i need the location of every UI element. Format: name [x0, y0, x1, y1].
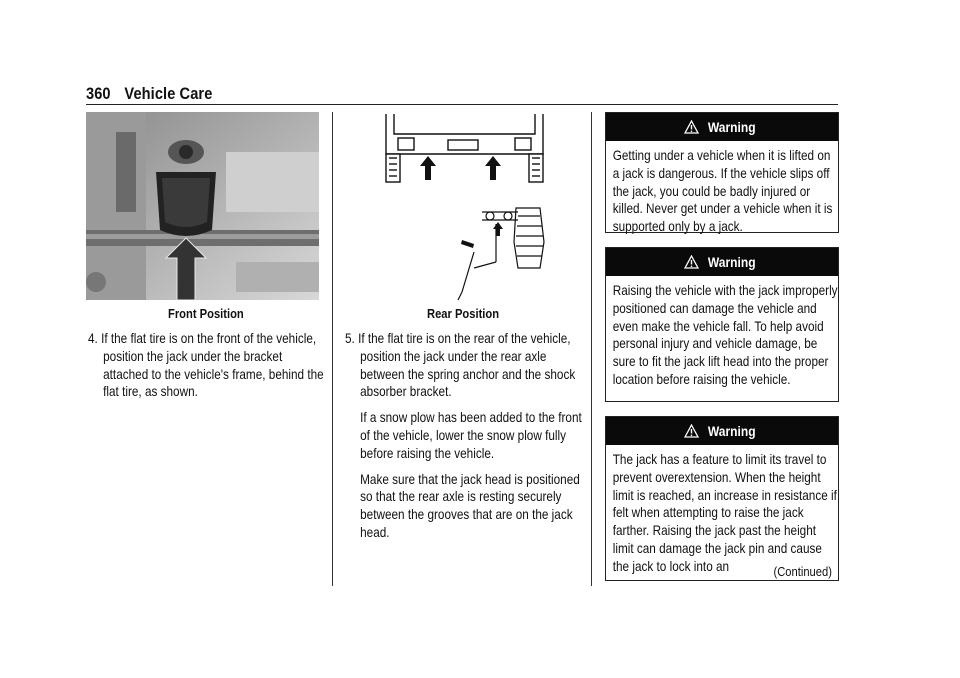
page-header — [86, 84, 212, 104]
step-4-text: 4. If the flat tire is on the front of the vehicle, position the jack under the bracket attached to the vehicle's frame, behind the flat tire, as shown. — [88, 330, 324, 400]
warning-triangle-icon — [684, 255, 699, 269]
warning-box-3 — [605, 416, 839, 581]
continued-label: (Continued) — [773, 564, 832, 579]
front-position-photo — [86, 112, 319, 300]
warning-header — [606, 113, 838, 141]
rear-position-caption: Rear Position — [427, 306, 500, 321]
column-divider — [332, 112, 333, 586]
step-5-text: 5. If the flat tire is on the rear of the vehicle, position the jack under the rear axle between the spring anchor and the shock absorber bracket. — [345, 330, 576, 400]
jack-head-paragraph: Make sure that the jack head is positioned so that the rear axle is resting securely between the grooves that are on the jack head. — [360, 470, 580, 540]
middle-column-text — [345, 330, 589, 550]
warning-triangle-icon — [684, 120, 699, 134]
warning-header — [606, 417, 838, 445]
warning-header — [606, 248, 838, 276]
warning-box-2 — [605, 247, 839, 402]
column-divider — [591, 112, 592, 586]
snow-plow-paragraph: If a snow plow has been added to the front of the vehicle, lower the snow plow fully before raising the vehicle. — [360, 409, 582, 461]
page-number: 360 — [86, 84, 111, 103]
warning-text: The jack has a feature to limit its travel to prevent overextension. When the height limit is reached, an increase in resistance if felt when attempting to raise the jack farther. Raising the jack past the height limit can damage the jack pin and cause the jack to lock into an — [612, 451, 837, 574]
front-position-caption: Front Position — [168, 306, 244, 321]
warning-title: Warning — [708, 254, 756, 270]
warning-text: Raising the vehicle with the jack improperly positioned can damage the vehicle and even make the vehicle fall. To help avoid personal injury and vehicle damage, be sure to fit the jack lift head into the proper location before raising the vehicle. — [612, 282, 838, 387]
rear-position-illustration — [378, 112, 548, 302]
warning-triangle-icon — [684, 424, 699, 438]
warning-title: Warning — [708, 119, 756, 135]
step-4-block — [88, 330, 327, 409]
warning-title: Warning — [708, 423, 756, 439]
warning-box-1 — [605, 112, 839, 233]
warning-text: Getting under a vehicle when it is lifted on a jack is dangerous. If the vehicle slips off the jack, you could be badly injured or killed. Never get under a vehicle when it is supported only by a jack. — [612, 147, 833, 235]
section-title: Vehicle Care — [124, 84, 213, 103]
header-rule — [86, 104, 838, 105]
